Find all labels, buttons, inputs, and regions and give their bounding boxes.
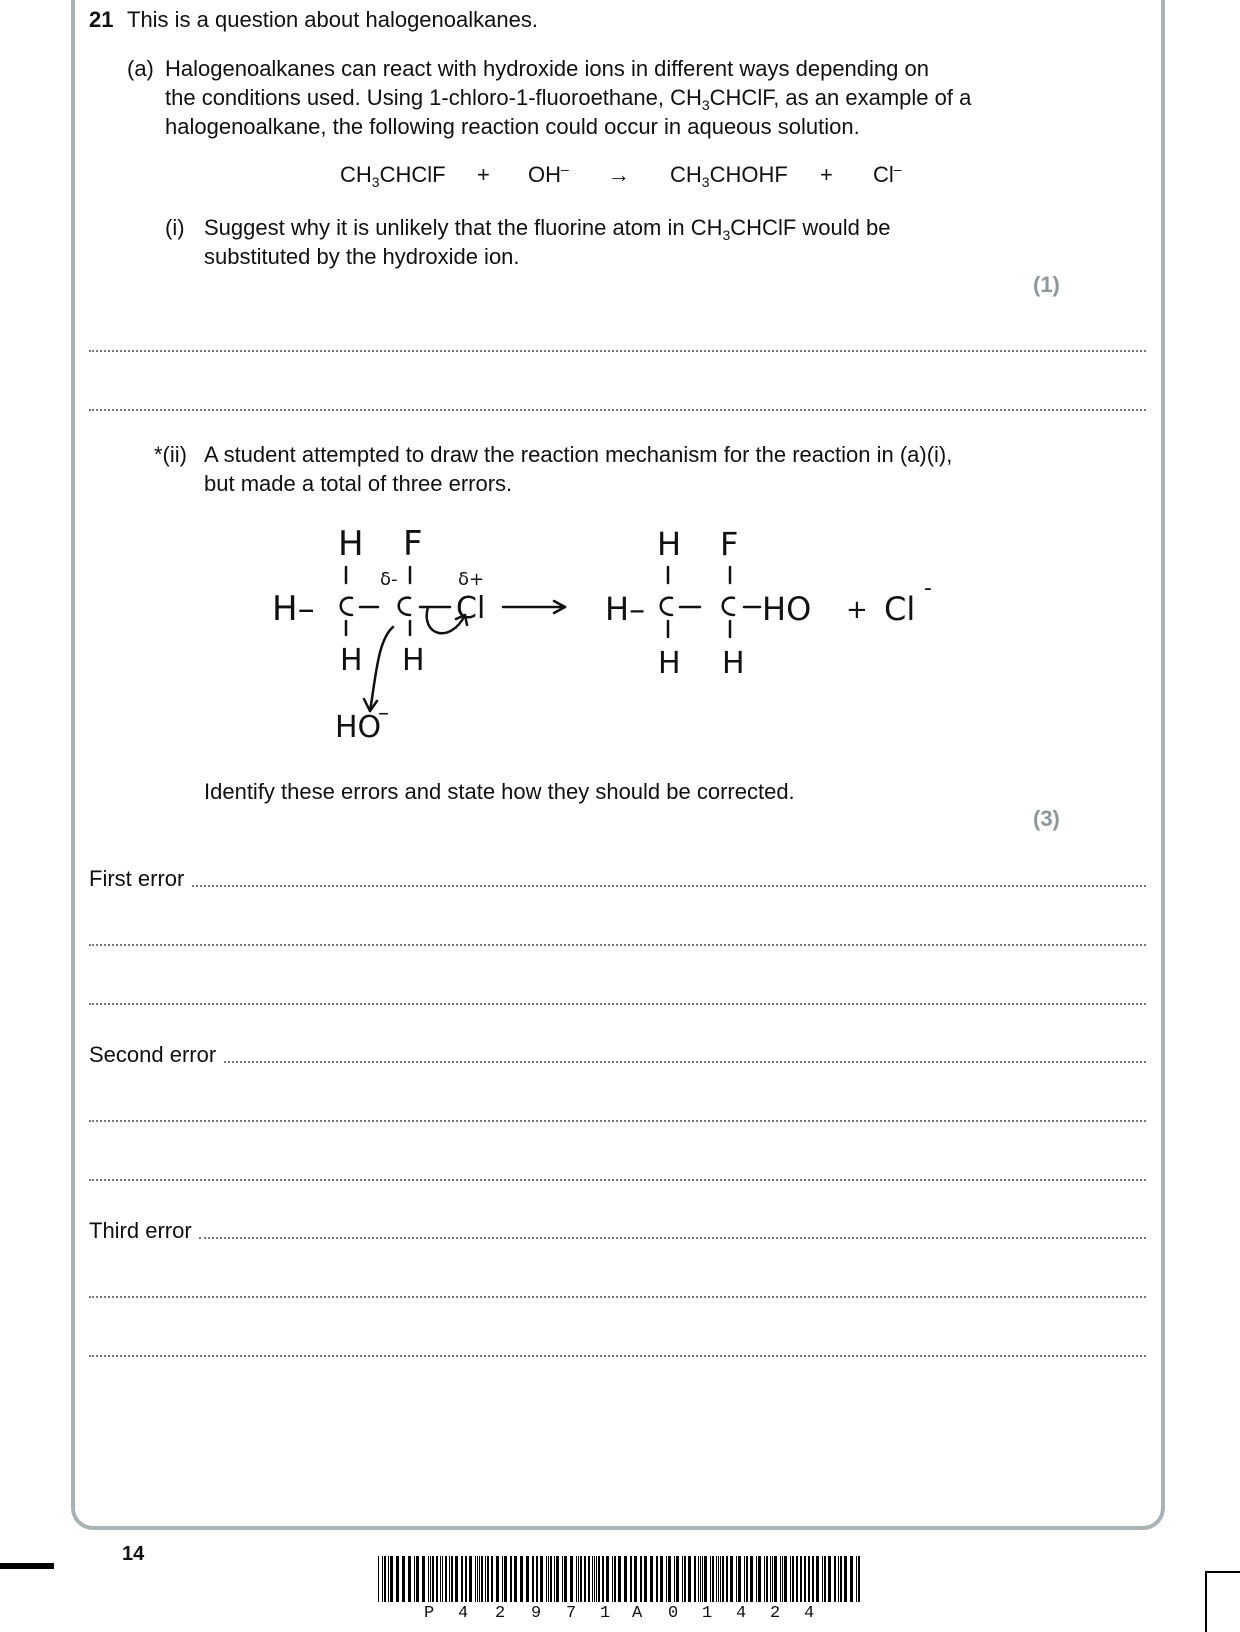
student-mechanism-drawing (260, 515, 980, 755)
barcode-bar (782, 1556, 783, 1602)
barcode-bar (640, 1556, 642, 1602)
barcode-bar (584, 1556, 586, 1602)
eq-arrow: → (608, 162, 630, 187)
barcode-bar (451, 1556, 453, 1602)
right-ho: HO (762, 590, 812, 628)
second-error-label: Second error (89, 1042, 217, 1067)
right-cl: Cl (884, 590, 916, 628)
answer-line[interactable] (89, 1296, 1146, 1298)
barcode-bar (674, 1556, 675, 1602)
barcode-bar (756, 1556, 757, 1602)
barcode-bar (792, 1556, 794, 1602)
barcode-bar (710, 1556, 711, 1602)
right-h-top: H (657, 525, 682, 563)
left-f-top: F (403, 524, 423, 564)
barcode-bar (738, 1556, 741, 1602)
barcode-bar (445, 1556, 447, 1602)
barcode-bar (758, 1556, 761, 1602)
part-i-line1: Suggest why it is unlikely that the fluorine atom in $CH_3CHClF$ would be (204, 215, 891, 243)
barcode-bar (388, 1556, 389, 1602)
barcode-bar (432, 1556, 434, 1602)
question-intro: This is a question about halogenoalkanes. (127, 7, 538, 32)
barcode-bar (700, 1556, 701, 1602)
part-a-line1: Halogenoalkanes can react with hydroxide ions in different ways depending on (165, 56, 929, 81)
barcode-digit: 0 (668, 1604, 679, 1623)
barcode-bar (808, 1556, 810, 1602)
barcode-bar (408, 1556, 411, 1602)
barcode-bar (718, 1556, 719, 1602)
part-ii-marks: (3) (1033, 806, 1060, 831)
barcode-bar (844, 1556, 847, 1602)
barcode-bar (576, 1556, 577, 1602)
barcode-bar (592, 1556, 593, 1602)
barcode-bar (784, 1556, 787, 1602)
barcode-bar (514, 1556, 517, 1602)
barcode-digit: 4 (736, 1604, 747, 1623)
barcode-bar (487, 1556, 489, 1602)
barcode-bar (656, 1556, 658, 1602)
barcode-bar (618, 1556, 621, 1602)
barcode-bar (684, 1556, 686, 1602)
barcode-bar (526, 1556, 529, 1602)
barcode-bar (688, 1556, 691, 1602)
barcode-digits (378, 1604, 862, 1628)
barcode-bar (479, 1556, 480, 1602)
second-error-answer-line[interactable] (224, 1061, 1146, 1063)
barcode-bar (766, 1556, 768, 1602)
barcode-bar (422, 1556, 425, 1602)
barcode-bar (796, 1556, 798, 1602)
third-error-answer-line[interactable] (199, 1237, 1146, 1239)
barcode-bar (720, 1556, 721, 1602)
answer-line[interactable] (89, 1179, 1146, 1181)
barcode-bar (676, 1556, 679, 1602)
answer-line[interactable] (89, 350, 1146, 352)
barcode-bar (554, 1556, 555, 1602)
barcode-bar (614, 1556, 616, 1602)
barcode-bar (532, 1556, 534, 1602)
barcode-bar (660, 1556, 663, 1602)
barcode-bar (461, 1556, 463, 1602)
barcode-bar (384, 1556, 386, 1602)
barcode-digit: 7 (566, 1604, 577, 1623)
right-cl-charge: - (924, 576, 932, 601)
barcode-bar (481, 1556, 483, 1602)
barcode-bar (722, 1556, 724, 1602)
barcode-bar (382, 1556, 383, 1602)
barcode-bar (822, 1556, 823, 1602)
barcode (378, 1556, 862, 1602)
barcode-bar (402, 1556, 405, 1602)
barcode-bar (630, 1556, 632, 1602)
barcode-bar (465, 1556, 467, 1602)
barcode-bar (414, 1556, 415, 1602)
barcode-digit: 1 (702, 1604, 713, 1623)
barcode-bar (416, 1556, 419, 1602)
barcode-bar (840, 1556, 842, 1602)
left-nucleophile: HO (335, 710, 382, 745)
barcode-bar (598, 1556, 600, 1602)
barcode-bar (396, 1556, 399, 1602)
barcode-bar (858, 1556, 860, 1602)
answer-line[interactable] (89, 944, 1146, 946)
barcode-bar (624, 1556, 627, 1602)
barcode-bar (564, 1556, 567, 1602)
eq-reactant-1: $CH_3CHClF$ (340, 162, 446, 190)
barcode-bar (666, 1556, 667, 1602)
part-i-line2: substituted by the hydroxide ion. (204, 244, 520, 269)
barcode-bar (824, 1556, 826, 1602)
answer-line[interactable] (89, 1355, 1146, 1357)
eq-product-1: $CH_3CHOHF$ (670, 162, 788, 190)
barcode-bar (502, 1556, 503, 1602)
eq-reactant-2: OH– (528, 161, 569, 187)
left-h-bottom-2: H (402, 643, 425, 678)
barcode-bar (485, 1556, 486, 1602)
barcode-bar (704, 1556, 707, 1602)
barcode-bar (594, 1556, 595, 1602)
barcode-bar (570, 1556, 573, 1602)
barcode-bar (790, 1556, 791, 1602)
part-a-label: (a) (127, 56, 154, 81)
barcode-bar (442, 1556, 443, 1602)
barcode-bar (469, 1556, 472, 1602)
barcode-bar (730, 1556, 733, 1602)
crop-mark (1205, 1571, 1240, 1632)
barcode-bar (828, 1556, 831, 1602)
barcode-bar (668, 1556, 671, 1602)
barcode-bar (562, 1556, 563, 1602)
part-i-label: (i) (165, 215, 185, 240)
answer-line[interactable] (89, 1003, 1146, 1005)
part-ii-line1: A student attempted to draw the reaction mechanism for the reaction in (a)(i), (204, 442, 953, 467)
eq-product-2: Cl– (873, 161, 902, 187)
left-h-bottom-1: H (340, 643, 363, 678)
part-a-line2: the conditions used. Using 1-chloro-1-fluoroethane, $CH_3CHClF$, as an example of a (165, 85, 972, 113)
barcode-bar (650, 1556, 653, 1602)
barcode-bar (455, 1556, 458, 1602)
barcode-bar (770, 1556, 771, 1602)
left-delta-minus: δ- (380, 569, 398, 590)
barcode-digit: 2 (770, 1604, 781, 1623)
first-error-answer-line[interactable] (192, 885, 1146, 887)
barcode-bar (588, 1556, 590, 1602)
barcode-bar (780, 1556, 781, 1602)
barcode-bar (536, 1556, 538, 1602)
question-number: 21 (89, 7, 114, 32)
barcode-bar (764, 1556, 765, 1602)
barcode-bar (602, 1556, 604, 1602)
part-ii-label: *(ii) (154, 442, 187, 467)
barcode-bar (850, 1556, 853, 1602)
barcode-bar (430, 1556, 431, 1602)
part-i-marks: (1) (1033, 272, 1060, 297)
barcode-bar (702, 1556, 703, 1602)
barcode-bar (682, 1556, 683, 1602)
barcode-bar (744, 1556, 745, 1602)
barcode-bar (520, 1556, 523, 1602)
margin-mark (0, 1563, 54, 1569)
barcode-bar (736, 1556, 737, 1602)
barcode-bar (644, 1556, 647, 1602)
barcode-bar (436, 1556, 438, 1602)
barcode-bar (746, 1556, 748, 1602)
barcode-digit: 4 (804, 1604, 815, 1623)
barcode-bar (550, 1556, 552, 1602)
barcode-bar (510, 1556, 512, 1602)
barcode-bar (578, 1556, 579, 1602)
barcode-bar (440, 1556, 441, 1602)
left-cl: Cl (456, 591, 486, 626)
barcode-bar (477, 1556, 478, 1602)
barcode-bar (716, 1556, 717, 1602)
barcode-digit: P (424, 1604, 435, 1623)
barcode-digit: 4 (458, 1604, 469, 1623)
barcode-bar (540, 1556, 543, 1602)
part-a-line3: halogenoalkane, the following reaction could occur in aqueous solution. (165, 114, 860, 139)
barcode-bar (856, 1556, 857, 1602)
barcode-bar (800, 1556, 802, 1602)
barcode-bar (428, 1556, 429, 1602)
part-ii-line2: but made a total of three errors. (204, 471, 513, 496)
barcode-bar (834, 1556, 836, 1602)
left-delta-plus: δ+ (458, 569, 485, 590)
first-error-label: First error (89, 866, 185, 891)
third-error-label: Third error (89, 1218, 192, 1243)
barcode-bar (475, 1556, 476, 1602)
barcode-bar (712, 1556, 714, 1602)
left-h-left: H– (272, 589, 315, 629)
barcode-bar (838, 1556, 839, 1602)
barcode-bar (449, 1556, 450, 1602)
barcode-digit: 2 (495, 1604, 506, 1623)
barcode-bar (378, 1556, 379, 1602)
left-nucleophile-charge: – (378, 701, 389, 726)
barcode-bar (556, 1556, 559, 1602)
barcode-bar (694, 1556, 696, 1602)
barcode-bar (816, 1556, 819, 1602)
barcode-bar (804, 1556, 806, 1602)
barcode-bar (606, 1556, 609, 1602)
right-h-bottom-2: H (722, 646, 745, 681)
barcode-digit: A (632, 1604, 643, 1623)
barcode-bar (496, 1556, 499, 1602)
barcode-bar (491, 1556, 493, 1602)
barcode-bar (772, 1556, 773, 1602)
barcode-bar (390, 1556, 393, 1602)
answer-line[interactable] (89, 1120, 1146, 1122)
right-h-bottom-1: H (658, 646, 681, 681)
barcode-bar (698, 1556, 699, 1602)
barcode-bar (580, 1556, 582, 1602)
barcode-bar (546, 1556, 547, 1602)
barcode-bar (634, 1556, 637, 1602)
eq-plus-1: + (477, 162, 490, 187)
right-f-top: F (720, 525, 739, 563)
barcode-bar (548, 1556, 549, 1602)
barcode-bar (750, 1556, 753, 1602)
right-plus: + (846, 595, 868, 625)
barcode-digit: 9 (531, 1604, 542, 1623)
part-ii-instruction: Identify these errors and state how they should be corrected. (204, 779, 795, 804)
left-h-top: H (338, 524, 364, 564)
right-h-left: H– (605, 590, 646, 628)
eq-plus-2: + (820, 162, 833, 187)
barcode-digit: 1 (600, 1604, 611, 1623)
barcode-bar (612, 1556, 613, 1602)
barcode-bar (774, 1556, 777, 1602)
page-number: 14 (122, 1543, 145, 1565)
barcode-bar (812, 1556, 814, 1602)
barcode-bar (596, 1556, 597, 1602)
barcode-bar (726, 1556, 728, 1602)
answer-line[interactable] (89, 409, 1146, 411)
barcode-bar (504, 1556, 507, 1602)
